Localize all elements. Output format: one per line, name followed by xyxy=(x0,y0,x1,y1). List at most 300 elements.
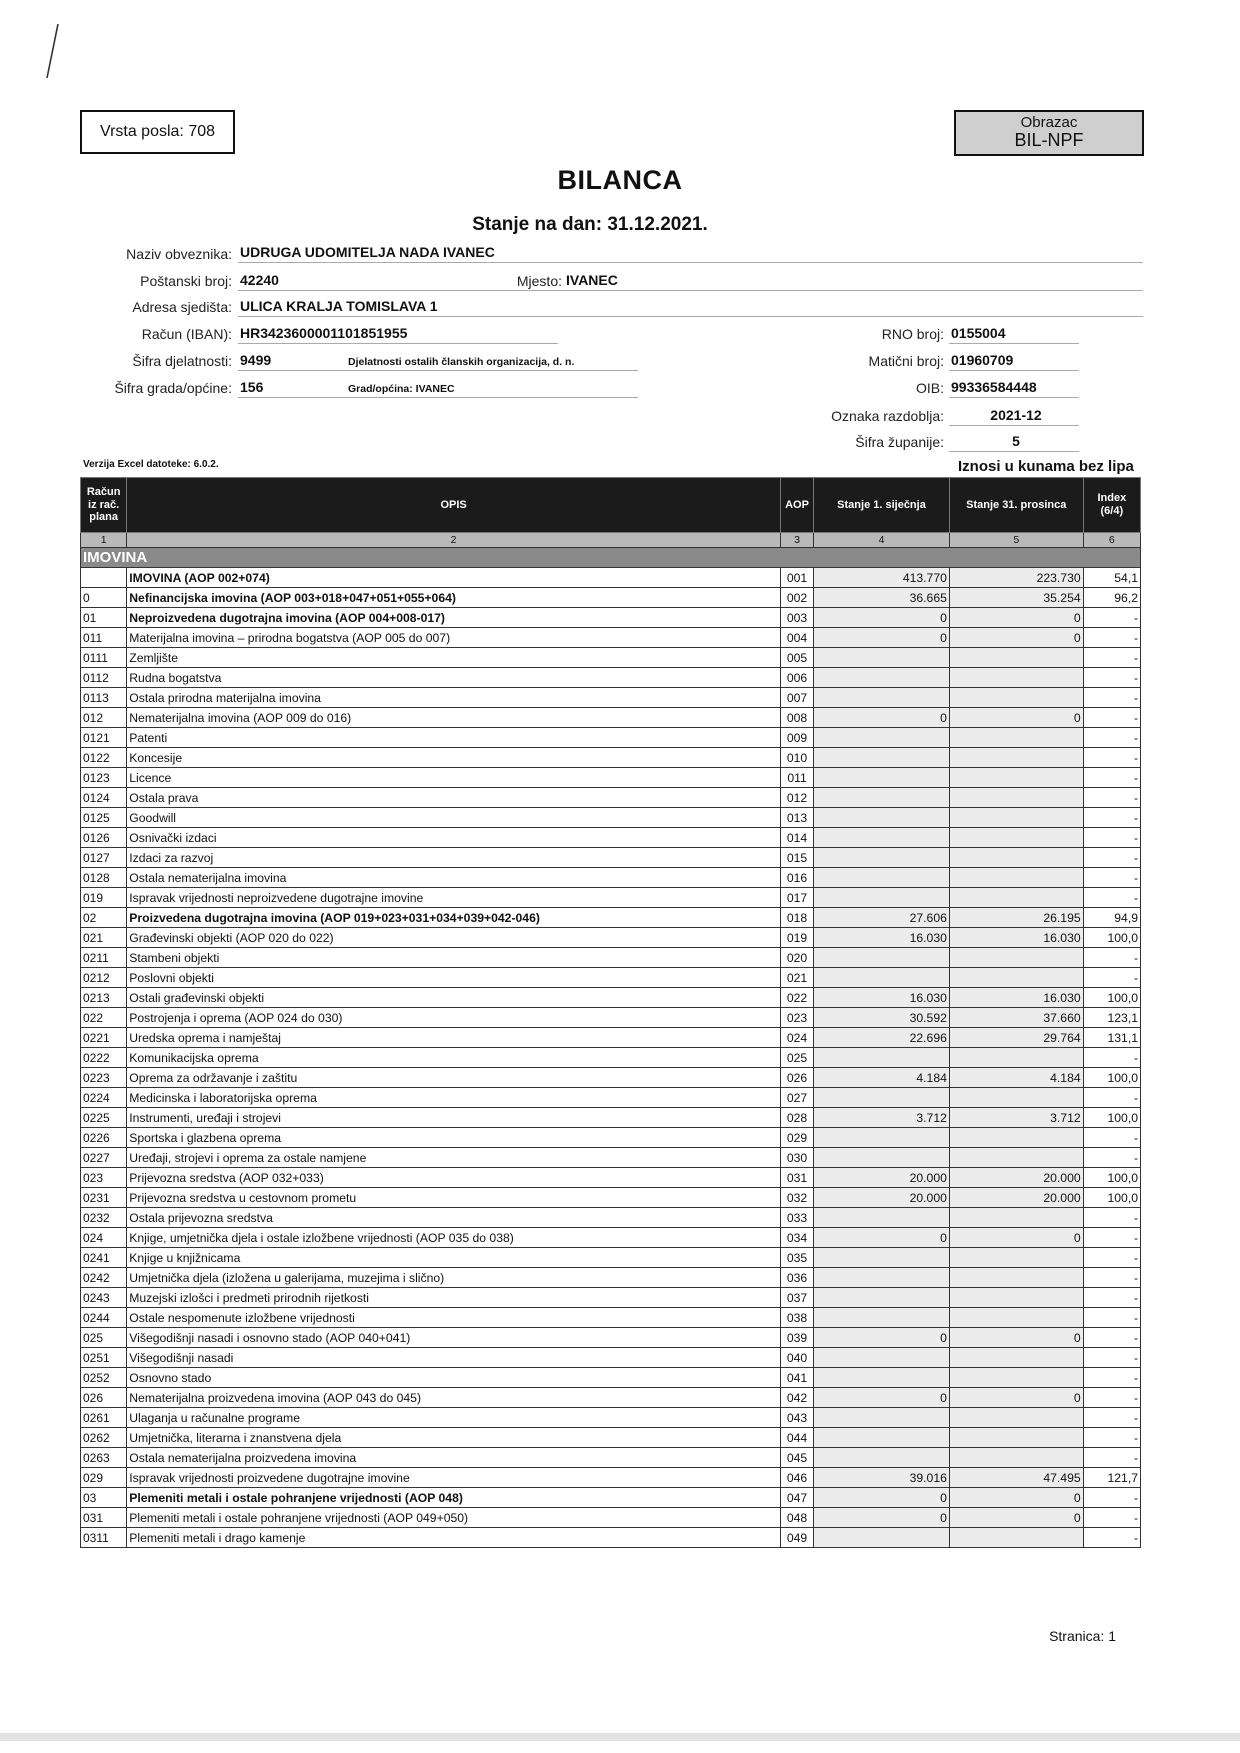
djelatnost-opis: Djelatnosti ostalih članskih organizacija, d. n. xyxy=(348,356,575,368)
cell-aop: 039 xyxy=(780,1328,813,1348)
obrazac-code: BIL-NPF xyxy=(1014,129,1084,150)
cell-aop: 045 xyxy=(780,1448,813,1468)
cell-opis: Uredska oprema i namještaj xyxy=(127,1028,781,1048)
cell-konto: 022 xyxy=(81,1008,127,1028)
cell-konto: 0113 xyxy=(81,688,127,708)
cell-aop: 017 xyxy=(780,888,813,908)
cell-aop: 043 xyxy=(780,1408,813,1428)
table-row xyxy=(81,788,1141,808)
cell-konto: 0224 xyxy=(81,1088,127,1108)
cell-stanje-1: 20.000 xyxy=(814,1168,950,1188)
cell-stanje-31 xyxy=(949,1288,1083,1308)
cell-index: - xyxy=(1083,1348,1140,1368)
cell-aop: 022 xyxy=(780,988,813,1008)
cell-index: - xyxy=(1083,1308,1140,1328)
pen-mark xyxy=(44,22,60,80)
cell-opis: Ostala nematerijalna proizvedena imovina xyxy=(127,1448,781,1468)
colnum: 4 xyxy=(814,533,950,548)
cell-index: - xyxy=(1083,848,1140,868)
cell-konto: 0251 xyxy=(81,1348,127,1368)
cell-opis: Komunikacijska oprema xyxy=(127,1048,781,1068)
cell-konto: 021 xyxy=(81,928,127,948)
cell-stanje-1 xyxy=(814,688,950,708)
cell-konto: 0124 xyxy=(81,788,127,808)
table-row xyxy=(81,1248,1141,1268)
naziv-value: UDRUGA UDOMITELJA NADA IVANEC xyxy=(240,244,495,260)
cell-aop: 025 xyxy=(780,1048,813,1068)
colnum: 6 xyxy=(1083,533,1140,548)
postanski-label: Poštanski broj: xyxy=(140,273,232,289)
cell-stanje-31: 20.000 xyxy=(949,1168,1083,1188)
cell-opis: Knjige, umjetnička djela i ostale izložbene vrijednosti (AOP 035 do 038) xyxy=(127,1228,781,1248)
cell-index: - xyxy=(1083,748,1140,768)
cell-stanje-31 xyxy=(949,808,1083,828)
cell-stanje-31 xyxy=(949,1268,1083,1288)
table-row xyxy=(81,588,1141,608)
cell-index: - xyxy=(1083,968,1140,988)
cell-stanje-31 xyxy=(949,1148,1083,1168)
table-row xyxy=(81,648,1141,668)
rno-label: RNO broj: xyxy=(881,326,944,342)
cell-opis: Knjige u knjižnicama xyxy=(127,1248,781,1268)
cell-konto: 031 xyxy=(81,1508,127,1528)
cell-opis: Osnovno stado xyxy=(127,1368,781,1388)
cell-opis: Licence xyxy=(127,768,781,788)
table-row xyxy=(81,708,1141,728)
cell-stanje-1: 0 xyxy=(814,608,950,628)
grad-label: Šifra grada/općine: xyxy=(114,380,232,396)
cell-stanje-31: 0 xyxy=(949,708,1083,728)
column-numbers-row xyxy=(81,533,1141,548)
cell-opis: Nematerijalna proizvedena imovina (AOP 043 do 045) xyxy=(127,1388,781,1408)
cell-index: - xyxy=(1083,1228,1140,1248)
cell-aop: 033 xyxy=(780,1208,813,1228)
cell-opis: Medicinska i laboratorijska oprema xyxy=(127,1088,781,1108)
cell-aop: 029 xyxy=(780,1128,813,1148)
cell-stanje-31: 0 xyxy=(949,1328,1083,1348)
header-opis: OPIS xyxy=(127,478,781,533)
cell-index: - xyxy=(1083,868,1140,888)
cell-opis: Patenti xyxy=(127,728,781,748)
table-row xyxy=(81,748,1141,768)
cell-opis: Zemljište xyxy=(127,648,781,668)
cell-stanje-1: 20.000 xyxy=(814,1188,950,1208)
table-row xyxy=(81,908,1141,928)
cell-index: - xyxy=(1083,728,1140,748)
cell-konto: 0225 xyxy=(81,1108,127,1128)
cell-stanje-1: 22.696 xyxy=(814,1028,950,1048)
cell-konto: 0212 xyxy=(81,968,127,988)
cell-aop: 005 xyxy=(780,648,813,668)
cell-stanje-31: 0 xyxy=(949,1488,1083,1508)
cell-konto: 0311 xyxy=(81,1528,127,1548)
cell-konto: 023 xyxy=(81,1168,127,1188)
colnum: 3 xyxy=(780,533,813,548)
cell-stanje-31: 35.254 xyxy=(949,588,1083,608)
cell-aop: 004 xyxy=(780,628,813,648)
cell-opis: Neproizvedena dugotrajna imovina (AOP 004+008-017) xyxy=(127,608,781,628)
cell-stanje-31 xyxy=(949,828,1083,848)
cell-stanje-1 xyxy=(814,1448,950,1468)
cell-stanje-31: 20.000 xyxy=(949,1188,1083,1208)
cell-opis: Instrumenti, uređaji i strojevi xyxy=(127,1108,781,1128)
cell-stanje-31 xyxy=(949,1448,1083,1468)
table-row xyxy=(81,668,1141,688)
cell-aop: 014 xyxy=(780,828,813,848)
cell-index: - xyxy=(1083,1368,1140,1388)
cell-stanje-31: 4.184 xyxy=(949,1068,1083,1088)
cell-konto: 0227 xyxy=(81,1148,127,1168)
cell-index: - xyxy=(1083,1048,1140,1068)
cell-konto: 0244 xyxy=(81,1308,127,1328)
cell-opis: Nematerijalna imovina (AOP 009 do 016) xyxy=(127,708,781,728)
cell-konto: 0127 xyxy=(81,848,127,868)
table-row xyxy=(81,1468,1141,1488)
cell-index: - xyxy=(1083,1268,1140,1288)
table-row xyxy=(81,688,1141,708)
cell-aop: 002 xyxy=(780,588,813,608)
cell-konto: 025 xyxy=(81,1328,127,1348)
cell-stanje-1: 0 xyxy=(814,1388,950,1408)
table-row xyxy=(81,968,1141,988)
cell-stanje-1 xyxy=(814,788,950,808)
cell-stanje-31 xyxy=(949,728,1083,748)
cell-opis: Sportska i glazbena oprema xyxy=(127,1128,781,1148)
cell-konto: 0213 xyxy=(81,988,127,1008)
cell-konto xyxy=(81,568,127,588)
cell-opis: Ostala nematerijalna imovina xyxy=(127,868,781,888)
stanje-date: Stanje na dan: 31.12.2021. xyxy=(472,214,708,235)
table-row xyxy=(81,1348,1141,1368)
cell-stanje-1 xyxy=(814,1088,950,1108)
racun-value: HR3423600001101851955 xyxy=(240,325,408,341)
cell-konto: 0126 xyxy=(81,828,127,848)
cell-konto: 0261 xyxy=(81,1408,127,1428)
cell-aop: 036 xyxy=(780,1268,813,1288)
cell-konto: 03 xyxy=(81,1488,127,1508)
cell-stanje-31 xyxy=(949,1248,1083,1268)
cell-index: 94,9 xyxy=(1083,908,1140,928)
cell-aop: 040 xyxy=(780,1348,813,1368)
cell-stanje-1: 0 xyxy=(814,1228,950,1248)
cell-konto: 02 xyxy=(81,908,127,928)
cell-opis: Osnivački izdaci xyxy=(127,828,781,848)
cell-stanje-1 xyxy=(814,1268,950,1288)
cell-opis: Oprema za održavanje i zaštitu xyxy=(127,1068,781,1088)
cell-index: - xyxy=(1083,808,1140,828)
cell-konto: 012 xyxy=(81,708,127,728)
cell-konto: 0123 xyxy=(81,768,127,788)
cell-konto: 0262 xyxy=(81,1428,127,1448)
cell-stanje-1: 16.030 xyxy=(814,928,950,948)
table-row xyxy=(81,728,1141,748)
cell-opis: Ostala prava xyxy=(127,788,781,808)
table-row xyxy=(81,1388,1141,1408)
cell-index: - xyxy=(1083,1328,1140,1348)
table-row xyxy=(81,948,1141,968)
vrsta-posla: Vrsta posla: 708 xyxy=(99,123,216,140)
cell-aop: 015 xyxy=(780,848,813,868)
djelatnost-label: Šifra djelatnosti: xyxy=(132,353,232,369)
cell-aop: 011 xyxy=(780,768,813,788)
cell-stanje-1 xyxy=(814,1208,950,1228)
cell-stanje-1 xyxy=(814,648,950,668)
maticni-value: 01960709 xyxy=(951,352,1014,368)
cell-stanje-1 xyxy=(814,848,950,868)
cell-stanje-31: 47.495 xyxy=(949,1468,1083,1488)
cell-index: - xyxy=(1083,788,1140,808)
cell-stanje-1 xyxy=(814,808,950,828)
cell-stanje-1 xyxy=(814,1368,950,1388)
obrazac-label: Obrazac xyxy=(1020,114,1078,131)
cell-aop: 027 xyxy=(780,1088,813,1108)
header-aop: AOP xyxy=(780,478,813,533)
cell-aop: 049 xyxy=(780,1528,813,1548)
cell-stanje-31 xyxy=(949,1528,1083,1548)
cell-stanje-31 xyxy=(949,1128,1083,1148)
cell-index: - xyxy=(1083,648,1140,668)
cell-aop: 032 xyxy=(780,1188,813,1208)
cell-aop: 018 xyxy=(780,908,813,928)
cell-stanje-31 xyxy=(949,1208,1083,1228)
cell-stanje-31: 16.030 xyxy=(949,988,1083,1008)
cell-index: - xyxy=(1083,1148,1140,1168)
table-row xyxy=(81,1148,1141,1168)
cell-opis: Koncesije xyxy=(127,748,781,768)
cell-aop: 013 xyxy=(780,808,813,828)
cell-aop: 009 xyxy=(780,728,813,748)
cell-opis: Ispravak vrijednosti proizvedene dugotrajne imovine xyxy=(127,1468,781,1488)
cell-index: - xyxy=(1083,608,1140,628)
cell-opis: Ostali građevinski objekti xyxy=(127,988,781,1008)
cell-konto: 0128 xyxy=(81,868,127,888)
cell-aop: 010 xyxy=(780,748,813,768)
cell-stanje-31: 0 xyxy=(949,1508,1083,1528)
cell-stanje-31 xyxy=(949,888,1083,908)
cell-index: - xyxy=(1083,1408,1140,1428)
table-row xyxy=(81,1048,1141,1068)
cell-aop: 030 xyxy=(780,1148,813,1168)
cell-index: 100,0 xyxy=(1083,1068,1140,1088)
cell-index: - xyxy=(1083,1288,1140,1308)
cell-konto: 0242 xyxy=(81,1268,127,1288)
cell-konto: 0221 xyxy=(81,1028,127,1048)
table-row xyxy=(81,1328,1141,1348)
cell-opis: Ostala prijevozna sredstva xyxy=(127,1208,781,1228)
cell-opis: Izdaci za razvoj xyxy=(127,848,781,868)
cell-stanje-1 xyxy=(814,1128,950,1148)
zupanija-value: 5 xyxy=(1012,433,1020,449)
cell-index: 100,0 xyxy=(1083,928,1140,948)
vrsta-posla-box xyxy=(80,110,235,154)
cell-index: - xyxy=(1083,1448,1140,1468)
cell-konto: 0 xyxy=(81,588,127,608)
table-row xyxy=(81,1408,1141,1428)
cell-opis: Višegodišnji nasadi i osnovno stado (AOP 040+041) xyxy=(127,1328,781,1348)
cell-konto: 0211 xyxy=(81,948,127,968)
cell-stanje-1: 0 xyxy=(814,1488,950,1508)
cell-stanje-1 xyxy=(814,748,950,768)
cell-index: - xyxy=(1083,628,1140,648)
grad-value: 156 xyxy=(240,379,264,395)
djelatnost-value: 9499 xyxy=(240,352,272,368)
table-row xyxy=(81,988,1141,1008)
cell-konto: 0241 xyxy=(81,1248,127,1268)
table-row xyxy=(81,848,1141,868)
postanski-value: 42240 xyxy=(240,272,279,288)
rno-value: 0155004 xyxy=(951,325,1006,341)
maticni-label: Matični broj: xyxy=(868,353,944,369)
cell-konto: 0223 xyxy=(81,1068,127,1088)
naziv-label: Naziv obveznika: xyxy=(126,246,232,262)
razdoblje-value: 2021-12 xyxy=(990,407,1042,423)
table-row xyxy=(81,568,1141,588)
cell-index: 100,0 xyxy=(1083,1168,1140,1188)
cell-aop: 008 xyxy=(780,708,813,728)
cell-opis: Ulaganja u računalne programe xyxy=(127,1408,781,1428)
cell-aop: 020 xyxy=(780,948,813,968)
cell-stanje-31: 16.030 xyxy=(949,928,1083,948)
header-stanje-31: Stanje 31. prosinca xyxy=(949,478,1083,533)
cell-opis: Poslovni objekti xyxy=(127,968,781,988)
page-title: BILANCA xyxy=(557,165,683,195)
cell-stanje-1 xyxy=(814,768,950,788)
cell-opis: Građevinski objekti (AOP 020 do 022) xyxy=(127,928,781,948)
cell-opis: Prijevozna sredstva u cestovnom prometu xyxy=(127,1188,781,1208)
oib-label: OIB: xyxy=(915,380,944,396)
cell-stanje-1: 39.016 xyxy=(814,1468,950,1488)
cell-opis: Rudna bogatstva xyxy=(127,668,781,688)
table-row xyxy=(81,808,1141,828)
cell-index: - xyxy=(1083,1208,1140,1228)
header-index: Index (6/4) xyxy=(1083,478,1140,533)
header-stanje-1: Stanje 1. siječnja xyxy=(814,478,950,533)
cell-index: - xyxy=(1083,1528,1140,1548)
cell-aop: 026 xyxy=(780,1068,813,1088)
cell-index: - xyxy=(1083,708,1140,728)
obrazac-box xyxy=(954,110,1144,156)
cell-stanje-1 xyxy=(814,1288,950,1308)
cell-stanje-31 xyxy=(949,1368,1083,1388)
cell-aop: 028 xyxy=(780,1108,813,1128)
cell-opis: Muzejski izlošci i predmeti prirodnih rijetkosti xyxy=(127,1288,781,1308)
page-number: Stranica: 1 xyxy=(1049,1628,1116,1644)
cell-konto: 024 xyxy=(81,1228,127,1248)
cell-konto: 011 xyxy=(81,628,127,648)
cell-index: 121,7 xyxy=(1083,1468,1140,1488)
cell-konto: 0122 xyxy=(81,748,127,768)
table-row xyxy=(81,928,1141,948)
cell-stanje-31: 223.730 xyxy=(949,568,1083,588)
cell-stanje-31 xyxy=(949,648,1083,668)
cell-stanje-1 xyxy=(814,948,950,968)
cell-opis: Proizvedena dugotrajna imovina (AOP 019+023+031+034+039+042-046) xyxy=(127,908,781,928)
cell-index: - xyxy=(1083,1428,1140,1448)
cell-konto: 019 xyxy=(81,888,127,908)
excel-version: Verzija Excel datoteke: 6.0.2. xyxy=(83,459,219,470)
cell-stanje-1 xyxy=(814,1148,950,1168)
cell-aop: 035 xyxy=(780,1248,813,1268)
bilanca-table xyxy=(80,477,1141,1548)
cell-index: - xyxy=(1083,948,1140,968)
cell-stanje-31 xyxy=(949,968,1083,988)
cell-opis: Plemeniti metali i ostale pohranjene vrijednosti (AOP 048) xyxy=(127,1488,781,1508)
cell-stanje-31: 0 xyxy=(949,628,1083,648)
cell-stanje-31: 29.764 xyxy=(949,1028,1083,1048)
colnum: 2 xyxy=(127,533,781,548)
table-row xyxy=(81,1168,1141,1188)
cell-stanje-1: 0 xyxy=(814,708,950,728)
cell-index: 100,0 xyxy=(1083,1188,1140,1208)
cell-stanje-31: 0 xyxy=(949,1228,1083,1248)
cell-opis: Uređaji, strojevi i oprema za ostale namjene xyxy=(127,1148,781,1168)
table-row xyxy=(81,1288,1141,1308)
cell-aop: 006 xyxy=(780,668,813,688)
table-header-row xyxy=(81,478,1141,533)
cell-stanje-31 xyxy=(949,1428,1083,1448)
adresa-value: ULICA KRALJA TOMISLAVA 1 xyxy=(240,298,438,314)
cell-index: - xyxy=(1083,768,1140,788)
cell-konto: 0231 xyxy=(81,1188,127,1208)
table-row xyxy=(81,868,1141,888)
table-row xyxy=(81,1088,1141,1108)
cell-stanje-31 xyxy=(949,768,1083,788)
cell-konto: 0263 xyxy=(81,1448,127,1468)
cell-stanje-1 xyxy=(814,868,950,888)
table-row xyxy=(81,1528,1141,1548)
cell-index: - xyxy=(1083,888,1140,908)
cell-stanje-1 xyxy=(814,1428,950,1448)
cell-aop: 019 xyxy=(780,928,813,948)
cell-stanje-31 xyxy=(949,1308,1083,1328)
cell-konto: 0112 xyxy=(81,668,127,688)
cell-aop: 038 xyxy=(780,1308,813,1328)
cell-konto: 0111 xyxy=(81,648,127,668)
mjesto-value: IVANEC xyxy=(566,272,618,288)
cell-index: 100,0 xyxy=(1083,988,1140,1008)
cell-konto: 026 xyxy=(81,1388,127,1408)
cell-aop: 047 xyxy=(780,1488,813,1508)
adresa-label: Adresa sjedišta: xyxy=(132,299,232,315)
cell-stanje-1: 3.712 xyxy=(814,1108,950,1128)
table-row xyxy=(81,1368,1141,1388)
cell-stanje-31 xyxy=(949,788,1083,808)
cell-index: 100,0 xyxy=(1083,1108,1140,1128)
oib-value: 99336584448 xyxy=(951,379,1037,395)
table-row xyxy=(81,1108,1141,1128)
cell-stanje-1 xyxy=(814,1308,950,1328)
cell-index: - xyxy=(1083,668,1140,688)
cell-stanje-31 xyxy=(949,668,1083,688)
cell-stanje-1: 36.665 xyxy=(814,588,950,608)
cell-opis: Materijalna imovina – prirodna bogatstva (AOP 005 do 007) xyxy=(127,628,781,648)
table-row xyxy=(81,1128,1141,1148)
section-title: IMOVINA xyxy=(81,548,1141,568)
cell-index: - xyxy=(1083,1508,1140,1528)
cell-aop: 046 xyxy=(780,1468,813,1488)
cell-stanje-1 xyxy=(814,968,950,988)
cell-aop: 034 xyxy=(780,1228,813,1248)
table-row xyxy=(81,1068,1141,1088)
cell-opis: Ostala prirodna materijalna imovina xyxy=(127,688,781,708)
cell-aop: 021 xyxy=(780,968,813,988)
table-row xyxy=(81,1448,1141,1468)
cell-aop: 048 xyxy=(780,1508,813,1528)
table-row xyxy=(81,628,1141,648)
cell-konto: 0232 xyxy=(81,1208,127,1228)
table-row xyxy=(81,1508,1141,1528)
mjesto-label: Mjesto: xyxy=(516,273,562,289)
